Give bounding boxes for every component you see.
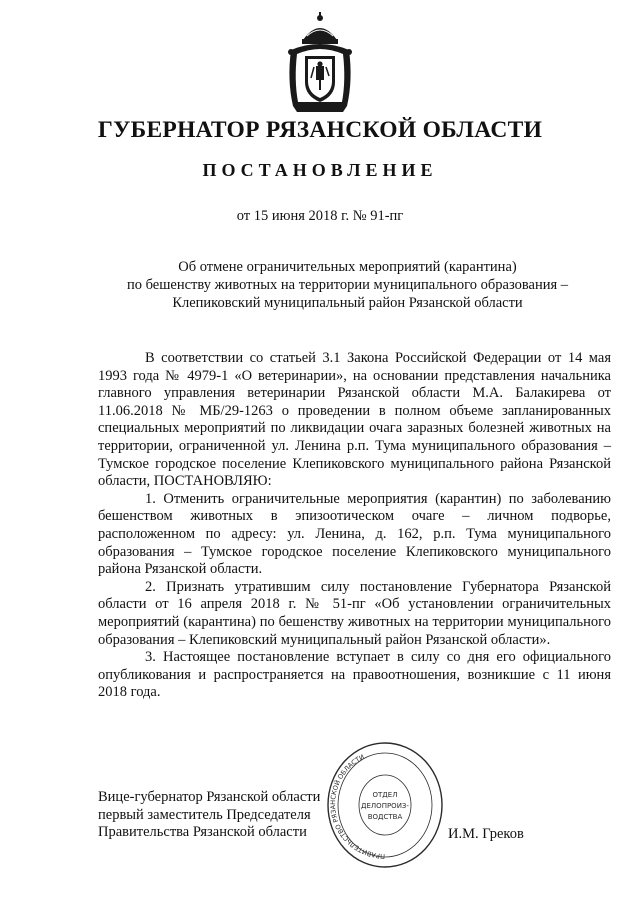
- subject-line: Об отмене ограничительных мероприятий (карантина): [178, 259, 517, 275]
- preamble-paragraph: В соответствии со статьей 3.1 Закона Российской Федерации от 14 мая 1993 года № 4979-1 «О ветеринарии», на основании представления начальника главного управления ветеринарии Рязанской области М.А. Балакирева от 11.06.2018 № МБ/29-1263 о проведении в полном объеме запланированных специальных мероприятий по ликвидации очага заразных болезней животных на территории, ограниченной ул. Ленина р.п. Тума муниципального образования – Тумское городское поселение Клепиковского муниципального района Рязанской области, ПОСТАНОВЛЯЮ:: [98, 350, 611, 490]
- governor-title: ГУБЕРНАТОР РЯЗАНСКОЙ ОБЛАСТИ: [97, 117, 543, 143]
- stamp-center-line: ВОДСТВА: [367, 813, 403, 821]
- document-date: от 15 июня 2018 г. № 91-пг: [236, 208, 404, 224]
- coat-of-arms-icon: [283, 10, 357, 114]
- position-line: первый заместитель Председателя: [98, 806, 311, 823]
- stamp-ring-text: ПРАВИТЕЛЬСТВО РЯЗАНСКОЙ ОБЛАСТИ: [329, 752, 386, 861]
- subject-line: по бешенству животных на территории муниципального образования –: [126, 277, 569, 293]
- crown-icon: [302, 12, 338, 44]
- subject-line: Клепиковский муниципальный район Рязанской области: [172, 295, 523, 311]
- signatory-position: [98, 789, 320, 842]
- signatory-name: И.М. Греков: [448, 826, 524, 842]
- clause-1: 1. Отменить ограничительные мероприятия (карантин) по заболеванию бешенством животных в эпизоотическом очаге – личном подворье, расположенном по адресу: ул. Ленина, д. 162, р.п. Тума муниципального образования – Тумское городское поселение Клепиковского муниципального района Рязанской области.: [98, 490, 611, 578]
- stamp-center-line: ДЕЛОПРОИЗ-: [361, 802, 409, 810]
- position-line: Вице-губернатор Рязанской области: [98, 789, 321, 805]
- stamp-center-line: ОТДЕЛ: [372, 791, 398, 799]
- clause-3: 3. Настоящее постановление вступает в силу со дня его официального опубликования и распространяется на правоотношения, возникшие с 11 июня 2018 года.: [98, 649, 611, 701]
- document-subject: [95, 258, 600, 312]
- document-type: ПОСТАНОВЛЕНИЕ: [202, 160, 438, 180]
- clause-2: 2. Признать утратившим силу постановление Губернатора Рязанской области от 16 апреля 2018 г. № 51-пг «Об установлении ограничительных мероприятий (карантина) по бешенству животных на территории муниципального образования – Клепиковский муниципальный район Рязанской области».: [98, 578, 611, 648]
- document-body: [98, 350, 611, 702]
- position-line: Правительства Рязанской области: [98, 824, 307, 841]
- official-stamp: [326, 741, 444, 871]
